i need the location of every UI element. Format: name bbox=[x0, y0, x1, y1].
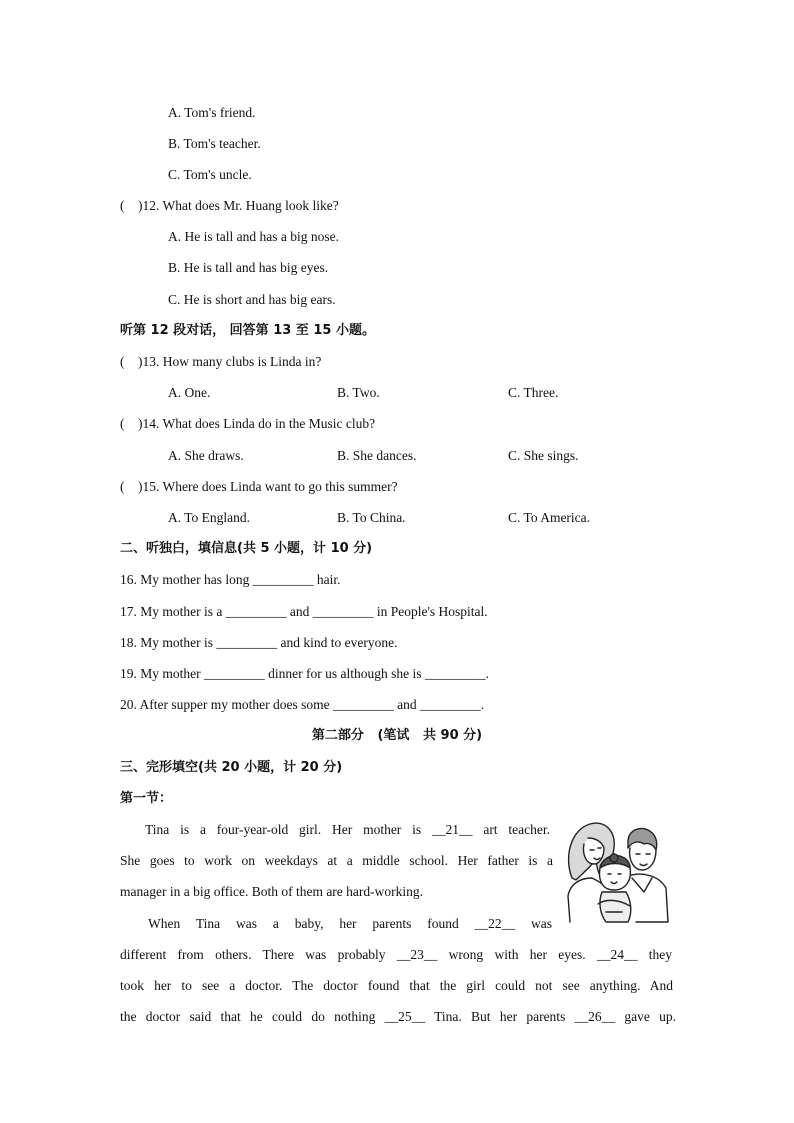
q15-option-c: C. To America. bbox=[508, 510, 591, 525]
passage-line-3: manager in a big office. Both of them are hard-working. bbox=[120, 884, 424, 899]
passage-line-1: Tina is a four-year-old girl. Her mother is __21__ art teacher. bbox=[145, 822, 550, 837]
q15-stem: ( )15. Where does Linda want to go this summer? bbox=[120, 479, 398, 494]
q15-option-a: A. To England. bbox=[168, 510, 251, 525]
fill-item-20: 20. After supper my mother does some _________ and _________. bbox=[120, 697, 485, 712]
passage-line-6: took her to see a doctor. The doctor found that the girl could not see anything. And bbox=[120, 978, 673, 993]
q11-option-a: A. Tom's friend. bbox=[168, 105, 256, 120]
q14-option-b: B. She dances. bbox=[337, 448, 417, 463]
q15-option-b: B. To China. bbox=[337, 510, 406, 525]
passage-line-2: She goes to work on weekdays at a middle school. Her father is a bbox=[120, 853, 553, 868]
family-illustration bbox=[562, 818, 674, 930]
q12-option-a: A. He is tall and has a big nose. bbox=[168, 229, 339, 244]
fill-item-17: 17. My mother is a _________ and _________ in People's Hospital. bbox=[120, 604, 488, 619]
passage-line-5: different from others. There was probably __23__ wrong with her eyes. __24__ they bbox=[120, 947, 672, 962]
sub1-title: 第一节： bbox=[120, 791, 173, 806]
section2-title: 二、听独白，填信息(共 5 小题，计 10 分) bbox=[120, 541, 373, 556]
q12-option-b: B. He is tall and has big eyes. bbox=[168, 260, 329, 275]
q12-stem: ( )12. What does Mr. Huang look like? bbox=[120, 198, 339, 213]
fill-item-16: 16. My mother has long _________ hair. bbox=[120, 572, 341, 587]
section-dialog12-heading: 听第 12 段对话， 回答第 13 至 15 小题。 bbox=[120, 323, 375, 338]
part2-title: 第二部分 (笔试 共 90 分) bbox=[311, 728, 483, 743]
q12-option-c: C. He is short and has big ears. bbox=[168, 292, 336, 307]
q13-option-a: A. One. bbox=[168, 385, 211, 400]
passage-line-4: When Tina was a baby, her parents found __22__ was bbox=[148, 916, 552, 931]
q13-option-b: B. Two. bbox=[337, 385, 380, 400]
q13-stem: ( )13. How many clubs is Linda in? bbox=[120, 354, 322, 369]
q11-option-b: B. Tom's teacher. bbox=[168, 136, 261, 151]
q14-stem: ( )14. What does Linda do in the Music club? bbox=[120, 416, 376, 431]
q13-option-c: C. Three. bbox=[508, 385, 559, 400]
section3-title: 三、完形填空(共 20 小题，计 20 分) bbox=[120, 760, 343, 775]
q11-option-c: C. Tom's uncle. bbox=[168, 167, 252, 182]
passage-line-7: the doctor said that he could do nothing __25__ Tina. But her parents __26__ gave up. bbox=[120, 1009, 676, 1024]
q14-option-c: C. She sings. bbox=[508, 448, 579, 463]
q14-option-a: A. She draws. bbox=[168, 448, 244, 463]
fill-item-18: 18. My mother is _________ and kind to everyone. bbox=[120, 635, 398, 650]
fill-item-19: 19. My mother _________ dinner for us although she is _________. bbox=[120, 666, 489, 681]
